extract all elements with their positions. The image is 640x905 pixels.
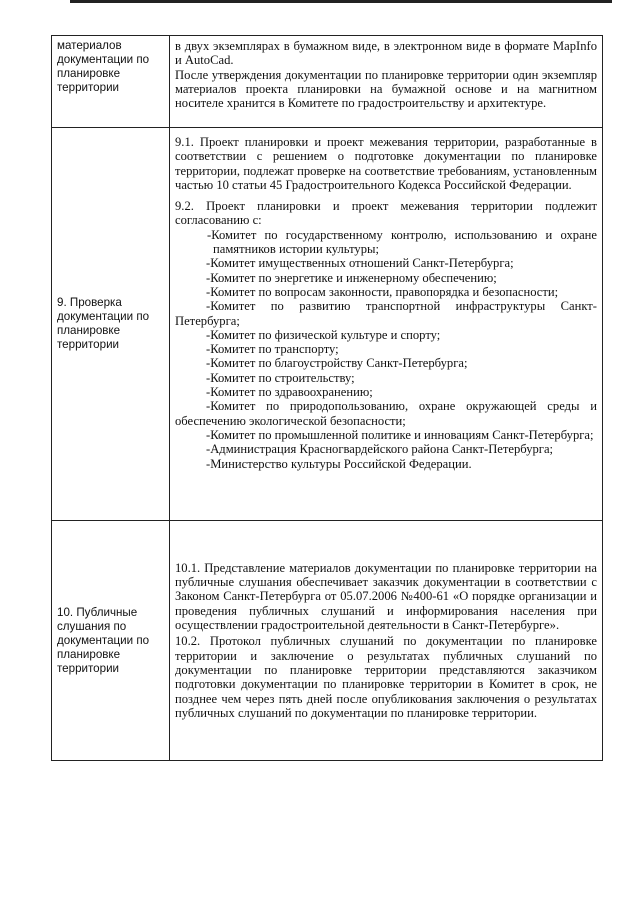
paragraph: 10.1. Представление материалов документации по планировке территории на публичные слушания обеспечивает заказчик документации в соответствии с Законом Санкт-Петербурга от 05.07.2006 №400-61 «О порядке организации и проведения публичных слушаний и информирования населения при осуществлении градостроительной деятельности в Санкт-Петербурге».	[175, 560, 597, 633]
row-content	[170, 128, 603, 521]
list-item: -Комитет по вопросам законности, правопорядка и безопасности;	[206, 284, 559, 299]
list-item: -Министерство культуры Российской Федерации.	[206, 456, 472, 471]
list-item: -Комитет по благоустройству Санкт-Петербурга;	[206, 356, 468, 371]
row-content	[170, 36, 603, 128]
list-item: -Комитет по энергетике и инженерному обеспечению;	[206, 270, 497, 285]
row-label: 10. Публичные слушания по документации по планировке территории	[52, 521, 170, 761]
top-rule	[70, 0, 612, 3]
row-label: материалов документации по планировке территории	[52, 36, 170, 128]
table-row	[52, 521, 603, 761]
row-content	[170, 521, 603, 761]
table-row	[52, 128, 603, 521]
list-item: -Комитет по промышленной политике и инновациям Санкт-Петербурга;	[206, 427, 594, 442]
list-item: -Комитет по транспорту;	[206, 342, 339, 357]
paragraph: 10.2. Протокол публичных слушаний по документации по планировке территории и заключение о результатах публичных слушаний по документации по планировке территории представляются заказчиком подготовки документации по планировке территории в Комитет в срок, не позднее чем через пять дней после опубликования заключения о результатах публичных слушаний по документации по планировке территории.	[175, 634, 597, 720]
list-item: -Комитет по развитию транспортной инфраструктуры Санкт-Петербурга;	[175, 299, 597, 328]
requirements-table	[51, 35, 603, 761]
paragraph: в двух экземплярах в бумажном виде, в электронном виде в формате MapInfo и AutoCad.	[175, 39, 597, 68]
table-row	[52, 36, 603, 128]
paragraph: После утверждения документации по планировке территории один экземпляр материалов проекта планировки на бумажной основе и на магнитном носителе хранится в Комитете по градостроительству и архитектуре.	[175, 67, 597, 111]
list-item: -Комитет по здравоохранению;	[206, 385, 373, 400]
paragraph: 9.1. Проект планировки и проект межевания территории, разработанные в соответствии с решением о подготовке документации по планировке территории, подлежат проверке на соответствие требованиям, установленным частью 10 статьи 45 Градостроительного Кодекса Российской Федерации.	[175, 135, 597, 192]
list-item: -Комитет по физической культуре и спорту;	[206, 327, 441, 342]
list-item: -Комитет по природопользованию, охране окружающей среды и обеспечению экологической безопасности;	[175, 399, 597, 428]
paragraph: 9.2. Проект планировки и проект межевания территории подлежит согласованию с:	[175, 199, 597, 228]
list-item: -Комитет имущественных отношений Санкт-Петербурга;	[206, 256, 514, 271]
list-item: -Комитет по строительству;	[206, 370, 355, 385]
list-item: -Комитет по государственному контролю, использованию и охране памятников истории культуры;	[207, 227, 597, 257]
row-label: 9. Проверка документации по планировке территории	[52, 128, 170, 521]
list-item: -Администрация Красногвардейского района Санкт-Петербурга;	[206, 442, 554, 457]
